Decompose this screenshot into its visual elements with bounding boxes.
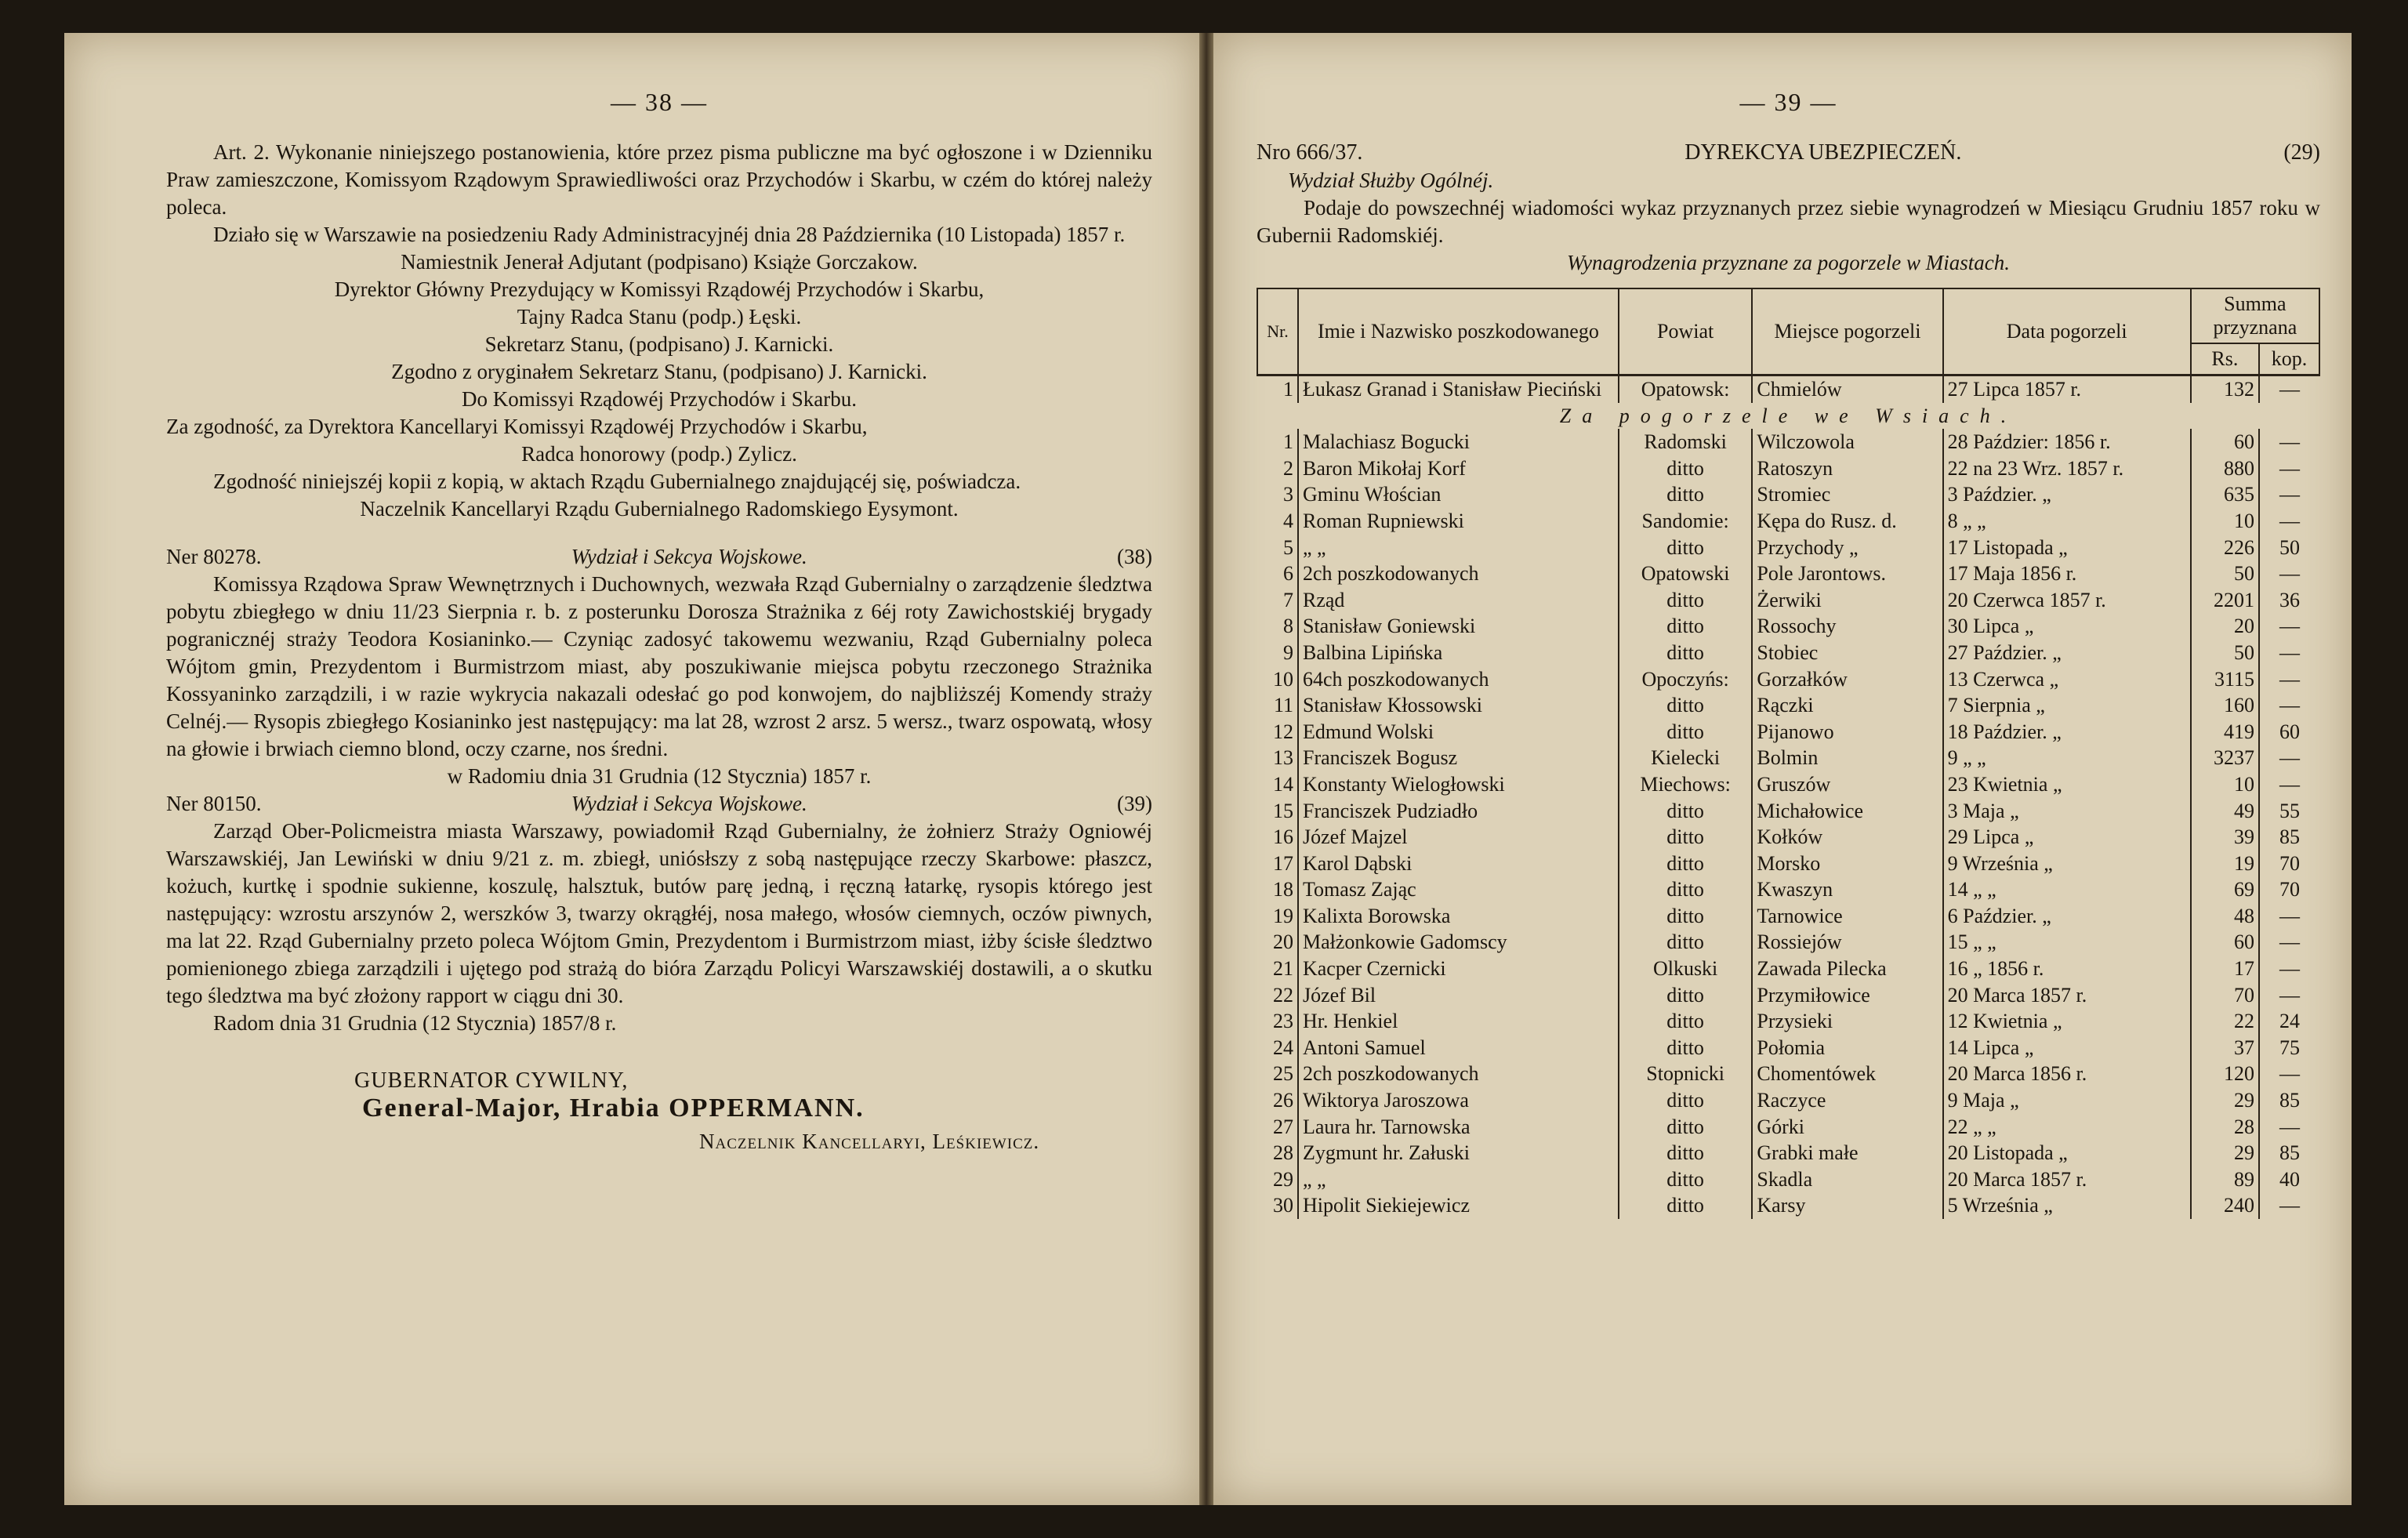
cell-rs: 89 — [2191, 1166, 2259, 1193]
table-row — [1257, 1008, 2319, 1035]
cell-powiat: ditto — [1619, 1008, 1753, 1035]
cell-data: 20 Marca 1856 r. — [1943, 1061, 2191, 1087]
copy-certification: Zgodność niniejszéj kopii z kopią, w aktach Rządu Gubernialnego znajdującéj się, poświadcza. — [213, 470, 1021, 493]
cell-rs: 132 — [2191, 375, 2259, 403]
table-row — [1257, 982, 2319, 1009]
cell-name: „ „ — [1298, 535, 1619, 561]
table-row — [1257, 666, 2319, 693]
table-row — [1257, 1166, 2319, 1193]
cell-name: 2ch poszkodowanych — [1298, 560, 1619, 587]
cell-kop: — — [2259, 508, 2319, 535]
announcement-header — [1257, 139, 2320, 167]
announcement-ordinal: (29) — [2283, 140, 2320, 165]
session-date: Działo się w Warszawie na posiedzeniu Rady Administracyjnéj dnia 28 Października (10 Listopada) 1857 r. — [213, 223, 1126, 246]
cell-kop: 50 — [2259, 535, 2319, 561]
cell-kop: — — [2259, 903, 2319, 930]
cell-data: 20 Marca 1857 r. — [1943, 982, 2191, 1009]
page-number: — 38 — — [611, 88, 708, 116]
notice-department: Wydział i Sekcya Wojskowe. — [571, 792, 807, 815]
notice-header — [166, 543, 1152, 571]
cell-powiat: ditto — [1619, 640, 1753, 666]
cell-nr: 25 — [1272, 1062, 1293, 1086]
cell-name: Balbina Lipińska — [1298, 640, 1619, 666]
cell-data: 17 Maja 1856 r. — [1943, 560, 2191, 587]
cell-nr: 19 — [1272, 904, 1293, 927]
cell-miejsce: Przymiłowice — [1752, 982, 1942, 1009]
cell-name: Laura hr. Tarnowska — [1298, 1114, 1619, 1141]
cell-nr: 5 — [1282, 535, 1293, 559]
cell-powiat: Opatowsk: — [1619, 375, 1753, 403]
cell-data: 22 na 23 Wrz. 1857 r. — [1943, 455, 2191, 482]
governor-signature: General-Major, Hrabia OPPERMANN. — [362, 1094, 865, 1123]
section-label: Za pogorzele we Wsiach. — [1559, 404, 2018, 427]
cell-data: 9 Września „ — [1943, 851, 2191, 877]
cell-data: 13 Czerwca „ — [1943, 666, 2191, 693]
cell-nr: 4 — [1282, 509, 1293, 532]
cell-rs: 22 — [2191, 1008, 2259, 1035]
cell-kop: 60 — [2259, 719, 2319, 745]
cell-data: 12 Kwietnia „ — [1943, 1008, 2191, 1035]
table-row — [1257, 956, 2319, 982]
notice-ordinal: (38) — [1117, 545, 1152, 568]
cell-name: 2ch poszkodowanych — [1298, 1061, 1619, 1087]
cell-miejsce: Kępa do Rusz. d. — [1752, 508, 1942, 535]
cell-name: Gminu Włościan — [1298, 481, 1619, 508]
compensation-table — [1257, 288, 2320, 1219]
cell-powiat: ditto — [1619, 982, 1753, 1009]
table-row — [1257, 851, 2319, 877]
col-header-summa: Summa przyznana — [2191, 288, 2319, 343]
cell-rs: 19 — [2191, 851, 2259, 877]
cell-nr: 8 — [1282, 615, 1293, 638]
cell-rs: 226 — [2191, 535, 2259, 561]
cell-nr: 1 — [1282, 430, 1293, 454]
cell-powiat: ditto — [1619, 1035, 1753, 1061]
cell-nr: 10 — [1272, 667, 1293, 691]
cell-nr: 1 — [1257, 375, 1298, 403]
table-row — [1257, 1192, 2319, 1219]
signature-line: Do Komissyi Rządowéj Przychodów i Skarbu. — [462, 387, 857, 411]
cell-data: 3 Paździer. „ — [1943, 481, 2191, 508]
cell-rs: 240 — [2191, 1192, 2259, 1219]
cell-kop: 75 — [2259, 1035, 2319, 1061]
cell-powiat: Miechows: — [1619, 771, 1753, 798]
cell-data: 5 Września „ — [1943, 1192, 2191, 1219]
cell-powiat: ditto — [1619, 613, 1753, 640]
cell-miejsce: Stobiec — [1752, 640, 1942, 666]
cell-miejsce: Karsy — [1752, 1192, 1942, 1219]
cell-rs: 160 — [2191, 692, 2259, 719]
signature-line: Tajny Radca Stanu (podp.) Łęski. — [517, 305, 802, 328]
cell-nr: 11 — [1273, 694, 1293, 717]
cell-powiat: ditto — [1619, 903, 1753, 930]
cell-name: „ „ — [1298, 1166, 1619, 1193]
cell-kop: 36 — [2259, 587, 2319, 614]
table-subtitle: Wynagrodzenia przyznane za pogorzele w Miastach. — [1567, 251, 2010, 274]
cell-nr: 30 — [1272, 1194, 1293, 1217]
cell-kop: 40 — [2259, 1166, 2319, 1193]
cell-kop: — — [2259, 560, 2319, 587]
table-row — [1257, 455, 2319, 482]
department-name: Wydział Służby Ogólnéj. — [1288, 169, 1494, 192]
cell-name: Baron Mikołaj Korf — [1298, 455, 1619, 482]
cell-rs: 29 — [2191, 1087, 2259, 1114]
cell-kop: 70 — [2259, 876, 2319, 903]
cell-powiat: Olkuski — [1619, 956, 1753, 982]
cell-data: 6 Paździer. „ — [1943, 903, 2191, 930]
cell-powiat: ditto — [1619, 876, 1753, 903]
cell-rs: 29 — [2191, 1140, 2259, 1166]
cell-miejsce: Górki — [1752, 1114, 1942, 1141]
cell-rs: 20 — [2191, 613, 2259, 640]
table-row — [1257, 613, 2319, 640]
cell-miejsce: Rossiejów — [1752, 929, 1942, 956]
cell-powiat: Kielecki — [1619, 745, 1753, 771]
cell-miejsce: Żerwiki — [1752, 587, 1942, 614]
cell-rs: 120 — [2191, 1061, 2259, 1087]
governor-title: GUBERNATOR CYWILNY, — [354, 1068, 629, 1093]
cell-name: Edmund Wolski — [1298, 719, 1619, 745]
announcement-number: Nro 666/37. — [1257, 140, 1363, 165]
cell-miejsce: Przychody „ — [1752, 535, 1942, 561]
table-row — [1257, 587, 2319, 614]
cell-miejsce: Rączki — [1752, 692, 1942, 719]
cell-nr: 15 — [1272, 799, 1293, 822]
cell-powiat: ditto — [1619, 798, 1753, 825]
cell-nr: 26 — [1272, 1089, 1293, 1112]
cell-rs: 635 — [2191, 481, 2259, 508]
cell-kop: — — [2259, 1061, 2319, 1087]
cell-kop: — — [2259, 375, 2319, 403]
cell-name: Małżonkowie Gadomscy — [1298, 929, 1619, 956]
cell-miejsce: Bolmin — [1752, 745, 1942, 771]
cell-nr: 24 — [1272, 1036, 1293, 1059]
table-row — [1257, 824, 2319, 851]
cell-powiat: ditto — [1619, 824, 1753, 851]
cell-rs: 39 — [2191, 824, 2259, 851]
cell-nr: 18 — [1272, 878, 1293, 901]
cell-nr: 2 — [1282, 456, 1293, 480]
cell-data: 22 „ „ — [1943, 1114, 2191, 1141]
col-header-powiat: Powiat — [1619, 288, 1753, 375]
cell-miejsce: Chmielów — [1752, 375, 1942, 403]
cell-kop: — — [2259, 956, 2319, 982]
cell-nr: 23 — [1272, 1010, 1293, 1033]
table-row — [1257, 508, 2319, 535]
cell-data: 27 Paździer. „ — [1943, 640, 2191, 666]
cell-name: Hipolit Siekiejewicz — [1298, 1192, 1619, 1219]
cell-powiat: Opatowski — [1619, 560, 1753, 587]
book-gutter — [1198, 33, 1215, 1505]
table-row — [1257, 771, 2319, 798]
notice-date: Radom dnia 31 Grudnia (12 Stycznia) 1857/8 r. — [213, 1011, 617, 1035]
cell-name: Stanisław Goniewski — [1298, 613, 1619, 640]
cell-powiat: ditto — [1619, 455, 1753, 482]
cell-powiat: ditto — [1619, 692, 1753, 719]
cell-powiat: ditto — [1619, 587, 1753, 614]
cell-nr: 20 — [1272, 930, 1293, 954]
cell-kop: — — [2259, 1114, 2319, 1141]
table-row — [1257, 903, 2319, 930]
cell-data: 7 Sierpnia „ — [1943, 692, 2191, 719]
cell-data: 23 Kwietnia „ — [1943, 771, 2191, 798]
cell-miejsce: Grabki małe — [1752, 1140, 1942, 1166]
cell-powiat: Radomski — [1619, 429, 1753, 455]
cell-name: Zygmunt hr. Załuski — [1298, 1140, 1619, 1166]
cell-nr: 12 — [1272, 720, 1293, 743]
cell-data: 28 Paździer: 1856 r. — [1943, 429, 2191, 455]
chancellery-head: Naczelnik Kancellaryi Rządu Gubernialnego Radomskiego Eysymont. — [360, 497, 959, 521]
cell-miejsce: Gorzałków — [1752, 666, 1942, 693]
notice-number: Ner 80150. — [166, 792, 262, 815]
cell-nr: 13 — [1272, 746, 1293, 770]
cell-nr: 21 — [1272, 957, 1293, 981]
cell-rs: 3115 — [2191, 666, 2259, 693]
cell-name: Tomasz Zając — [1298, 876, 1619, 903]
cell-kop: — — [2259, 745, 2319, 771]
table-row — [1257, 929, 2319, 956]
table-row — [1257, 876, 2319, 903]
cell-data: 16 „ 1856 r. — [1943, 956, 2191, 982]
signature-line: Sekretarz Stanu, (podpisano) J. Karnicki. — [484, 332, 834, 356]
signature-line: Zgodno z oryginałem Sekretarz Stanu, (podpisano) J. Karnicki. — [391, 360, 927, 383]
cell-powiat: ditto — [1619, 1166, 1753, 1193]
cell-miejsce: Kwaszyn — [1752, 876, 1942, 903]
cell-rs: 28 — [2191, 1114, 2259, 1141]
chancellery-signature: Naczelnik Kancellaryi, Leśkiewicz. — [699, 1130, 1040, 1153]
cell-data: 15 „ „ — [1943, 929, 2191, 956]
cell-rs: 10 — [2191, 508, 2259, 535]
cell-kop: 85 — [2259, 824, 2319, 851]
cell-nr: 6 — [1282, 562, 1293, 586]
cell-miejsce: Połomia — [1752, 1035, 1942, 1061]
cell-name: 64ch poszkodowanych — [1298, 666, 1619, 693]
cell-name: Wiktorya Jaroszowa — [1298, 1087, 1619, 1114]
table-row — [1257, 1035, 2319, 1061]
cell-kop: — — [2259, 692, 2319, 719]
page-number: — 39 — — [1739, 88, 1837, 116]
cell-miejsce: Pole Jarontows. — [1752, 560, 1942, 587]
cell-kop: — — [2259, 1192, 2319, 1219]
cell-miejsce: Zawada Pilecka — [1752, 956, 1942, 982]
cell-rs: 49 — [2191, 798, 2259, 825]
cell-nr: 7 — [1282, 588, 1293, 611]
signature-line: Namiestnik Jenerał Adjutant (podpisano) Książe Gorczakow. — [401, 250, 918, 274]
cell-data: 14 Lipca „ — [1943, 1035, 2191, 1061]
cell-data: 8 „ „ — [1943, 508, 2191, 535]
cell-name: Stanisław Kłossowski — [1298, 692, 1619, 719]
cell-nr: 16 — [1272, 825, 1293, 849]
table-row — [1257, 719, 2319, 745]
cell-name: Antoni Samuel — [1298, 1035, 1619, 1061]
cell-powiat: Sandomie: — [1619, 508, 1753, 535]
table-row — [1257, 640, 2319, 666]
cell-data: 17 Listopada „ — [1943, 535, 2191, 561]
col-header-miejsce: Miejsce pogorzeli — [1752, 288, 1942, 375]
cell-powiat: ditto — [1619, 851, 1753, 877]
cell-powiat: ditto — [1619, 535, 1753, 561]
table-row — [1257, 745, 2319, 771]
table-row — [1257, 535, 2319, 561]
cell-name: Konstanty Wielogłowski — [1298, 771, 1619, 798]
cell-miejsce: Stromiec — [1752, 481, 1942, 508]
section-label-row — [1257, 403, 2319, 430]
cell-name: Roman Rupniewski — [1298, 508, 1619, 535]
cell-nr: 14 — [1272, 772, 1293, 796]
cell-rs: 419 — [2191, 719, 2259, 745]
cell-powiat: ditto — [1619, 481, 1753, 508]
table-row — [1257, 1061, 2319, 1087]
cell-miejsce: Rossochy — [1752, 613, 1942, 640]
cell-powiat: ditto — [1619, 1140, 1753, 1166]
cell-name: Józef Bil — [1298, 982, 1619, 1009]
cell-name: Kalixta Borowska — [1298, 903, 1619, 930]
cell-kop: — — [2259, 640, 2319, 666]
cell-name: Karol Dąbski — [1298, 851, 1619, 877]
cell-name: Hr. Henkiel — [1298, 1008, 1619, 1035]
cell-rs: 70 — [2191, 982, 2259, 1009]
cell-kop: 70 — [2259, 851, 2319, 877]
cell-miejsce: Kołków — [1752, 824, 1942, 851]
col-header-rs: Rs. — [2191, 343, 2259, 375]
col-header-nr: Nr. — [1257, 288, 1298, 375]
cell-miejsce: Michałowice — [1752, 798, 1942, 825]
announcement-intro: Podaje do powszechnéj wiadomości wykaz przyznanych przez siebie wynagrodzeń w Miesiącu Grudniu 1857 roku w Gubernii Radomskiéj. — [1257, 196, 2320, 247]
cell-rs: 69 — [2191, 876, 2259, 903]
cell-miejsce: Tarnowice — [1752, 903, 1942, 930]
cell-data: 20 Marca 1857 r. — [1943, 1166, 2191, 1193]
notice-body: Zarząd Ober-Policmeistra miasta Warszawy, powiadomił Rząd Gubernialny, że żołnierz Straży Ogniowéj Warszawskiéj, Jan Lewiński w dniu 9/21 z. m. zbiegł, uniósłszy z sobą następujące rzeczy Skarbowe: płaszcz, kożuch, kurtkę i spodnie sukienne, koszulę, halsztuk, butów parę jedną, i ręczną łatarkę, rysopis którego jest następujący: wzrostu arszynów 2, werszków 3, twarzy okrągłéj, nosa małego, włosów ciemnych, oczów piwnych, ma lat 22. Rząd Gubernialny przeto poleca Wójtom Gmin, Prezydentom i Burmistrzom miast, iżby ścisłe śledztwo pomienionego zbiega zarządzili i ujętego pod strażą do bióra Zarządu Policyi Warszawskiéj dostawili, a o skutku tego śledztwa ma być złożony rapport w ciągu dni 30. — [166, 819, 1152, 1007]
cell-nr: 29 — [1272, 1167, 1293, 1191]
cell-rs: 50 — [2191, 560, 2259, 587]
cell-miejsce: Chomentówek — [1752, 1061, 1942, 1087]
table-row — [1257, 1114, 2319, 1141]
certification-line: Za zgodność, za Dyrektora Kancellaryi Komissyi Rządowéj Przychodów i Skarbu, — [166, 415, 868, 438]
cell-powiat: ditto — [1619, 1114, 1753, 1141]
cell-name: Józef Majzel — [1298, 824, 1619, 851]
notice-number: Ner 80278. — [166, 545, 262, 568]
notice-body: Komissya Rządowa Spraw Wewnętrznych i Duchownych, wezwała Rząd Gubernialny o zarządzenie śledztwa pobytu zbiegłego w dniu 11/23 Sierpnia r. b. z posterunku Dorosza Strażnika z 6éj roty Zawichostskiéj brygady pogranicznéj straży Teodora Kosianinko.— Czyniąc zadosyć takowemu wezwaniu, Rząd Gubernialny poleca Wójtom gmin, Prezydentom i Burmistrzom miast, aby poszukiwanie miejsca pobytu rzeczonego Strażnika Kossyaninko zarządzili, i w razie wykrycia nakazali odesłać go pod konwojem, do najbliższéj Komendy straży Celnéj.— Rysopis zbiegłego Kosianinko jest następujący: ma lat 28, wzrost 2 arsz. 5 wersz., twarz ospowatą, włosy na głowie i brwiach ciemno blond, oczy czarne, nos średni. — [166, 572, 1152, 760]
cell-rs: 17 — [2191, 956, 2259, 982]
cell-kop: — — [2259, 982, 2319, 1009]
cell-miejsce: Pijanowo — [1752, 719, 1942, 745]
cell-nr: 22 — [1272, 983, 1293, 1007]
table-row — [1257, 798, 2319, 825]
cell-nr: 28 — [1272, 1141, 1293, 1165]
cell-powiat: Opoczyńs: — [1619, 666, 1753, 693]
cell-kop: — — [2259, 455, 2319, 482]
cell-data: 20 Listopada „ — [1943, 1140, 2191, 1166]
cell-name: Franciszek Bogusz — [1298, 745, 1619, 771]
cell-data: 14 „ „ — [1943, 876, 2191, 903]
cell-kop: 55 — [2259, 798, 2319, 825]
col-header-data: Data pogorzeli — [1943, 288, 2191, 375]
notice-ordinal: (39) — [1117, 792, 1152, 815]
table-row — [1257, 375, 2319, 403]
cell-nr: 3 — [1282, 483, 1293, 506]
table-row — [1257, 1140, 2319, 1166]
cell-miejsce: Wilczowola — [1752, 429, 1942, 455]
cell-miejsce: Przysieki — [1752, 1008, 1942, 1035]
cell-data: 30 Lipca „ — [1943, 613, 2191, 640]
cell-rs: 3237 — [2191, 745, 2259, 771]
cell-rs: 60 — [2191, 929, 2259, 956]
cell-powiat: Stopnicki — [1619, 1061, 1753, 1087]
cell-name: Rząd — [1298, 587, 1619, 614]
cell-kop: — — [2259, 771, 2319, 798]
cell-data: 9 „ „ — [1943, 745, 2191, 771]
cell-data: 9 Maja „ — [1943, 1087, 2191, 1114]
directorate-title: DYREKCYA UBEZPIECZEŃ. — [1685, 140, 1962, 165]
certification-signer: Radca honorowy (podp.) Zylicz. — [521, 442, 797, 466]
table-row — [1257, 1087, 2319, 1114]
table-row — [1257, 692, 2319, 719]
notice-department: Wydział i Sekcya Wojskowe. — [571, 545, 807, 568]
cell-name: Franciszek Pudziadło — [1298, 798, 1619, 825]
cell-name: Malachiasz Bogucki — [1298, 429, 1619, 455]
notice-date: w Radomiu dnia 31 Grudnia (12 Stycznia) 1857 r. — [447, 764, 872, 788]
cell-powiat: ditto — [1619, 719, 1753, 745]
cell-data: 29 Lipca „ — [1943, 824, 2191, 851]
cell-kop: 24 — [2259, 1008, 2319, 1035]
cell-rs: 2201 — [2191, 587, 2259, 614]
cell-powiat: ditto — [1619, 929, 1753, 956]
signature-line: Dyrektor Główny Prezydujący w Komissyi Rządowéj Przychodów i Skarbu, — [334, 277, 985, 301]
cell-kop: 85 — [2259, 1140, 2319, 1166]
cell-rs: 50 — [2191, 640, 2259, 666]
cell-name: Łukasz Granad i Stanisław Pieciński — [1298, 375, 1619, 403]
cell-rs: 880 — [2191, 455, 2259, 482]
notice-header — [166, 790, 1152, 818]
col-header-name: Imie i Nazwisko poszkodowanego — [1298, 288, 1619, 375]
cell-rs: 48 — [2191, 903, 2259, 930]
cell-miejsce: Raczyce — [1752, 1087, 1942, 1114]
cell-miejsce: Skadla — [1752, 1166, 1942, 1193]
cell-nr: 9 — [1282, 640, 1293, 664]
col-header-kop: kop. — [2259, 343, 2319, 375]
cell-powiat: ditto — [1619, 1087, 1753, 1114]
cell-kop: — — [2259, 666, 2319, 693]
article-2: Art. 2. Wykonanie niniejszego postanowienia, które przez pisma publiczne ma być ogłoszone i w Dzienniku Praw zamieszczone, Komissyom Rządowym Sprawiedliwości oraz Przychodów i Skarbu, w czém do której należy poleca. — [166, 140, 1152, 219]
table-row — [1257, 560, 2319, 587]
cell-data: 20 Czerwca 1857 r. — [1943, 587, 2191, 614]
cell-rs: 10 — [2191, 771, 2259, 798]
cell-kop: — — [2259, 613, 2319, 640]
cell-miejsce: Gruszów — [1752, 771, 1942, 798]
cell-data: 18 Paździer. „ — [1943, 719, 2191, 745]
cell-nr: 17 — [1272, 851, 1293, 875]
cell-rs: 37 — [2191, 1035, 2259, 1061]
cell-miejsce: Morsko — [1752, 851, 1942, 877]
table-row — [1257, 429, 2319, 455]
cell-data: 27 Lipca 1857 r. — [1943, 375, 2191, 403]
cell-kop: 85 — [2259, 1087, 2319, 1114]
cell-miejsce: Ratoszyn — [1752, 455, 1942, 482]
cell-rs: 60 — [2191, 429, 2259, 455]
left-page — [64, 33, 1199, 1505]
cell-name: Kacper Czernicki — [1298, 956, 1619, 982]
cell-kop: — — [2259, 481, 2319, 508]
cell-kop: — — [2259, 929, 2319, 956]
right-page — [1213, 33, 2352, 1505]
cell-powiat: ditto — [1619, 1192, 1753, 1219]
cell-data: 3 Maja „ — [1943, 798, 2191, 825]
cell-kop: — — [2259, 429, 2319, 455]
cell-nr: 27 — [1272, 1115, 1293, 1138]
table-row — [1257, 481, 2319, 508]
